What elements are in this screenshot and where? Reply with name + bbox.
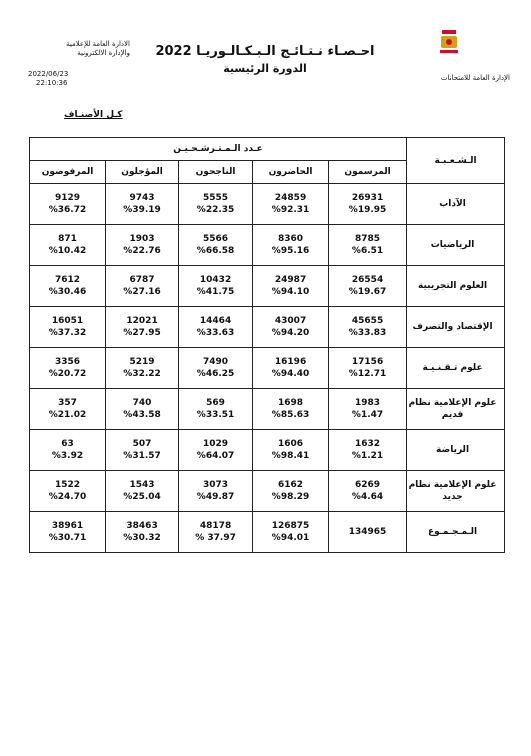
table-cell xyxy=(179,389,253,430)
table-cell xyxy=(30,348,106,389)
cell-percentage: %6.51 xyxy=(351,246,384,256)
all-categories-label: كـل الأصنـاف xyxy=(64,110,123,120)
table-header-row xyxy=(30,138,505,161)
table-cell xyxy=(30,471,106,512)
page-title: احـصـاء نـتـائـج الـبـكـالـوريـا 2022 xyxy=(155,44,375,59)
cell-count: 9129 xyxy=(54,193,81,203)
cell-percentage: %41.75 xyxy=(196,287,235,297)
table-cell xyxy=(179,225,253,266)
cell-count: 38961 xyxy=(51,521,84,531)
table-cell xyxy=(253,512,329,553)
table-cell xyxy=(253,266,329,307)
cell-count: 9743 xyxy=(129,193,155,203)
cell-count: 5219 xyxy=(129,357,155,367)
cell-count: 16196 xyxy=(274,357,307,367)
table-row xyxy=(30,184,505,225)
branch-name: الرياضة xyxy=(407,430,505,471)
table-cell xyxy=(30,225,106,266)
table-cell xyxy=(179,512,253,553)
cell-count: 3073 xyxy=(203,480,229,490)
table-cell xyxy=(329,430,407,471)
cell-count: 1522 xyxy=(54,480,81,490)
branch-name: الإقتصاد والتصرف xyxy=(407,307,505,348)
cell-percentage: %46.25 xyxy=(196,369,235,379)
cell-percentage: %22.76 xyxy=(123,246,161,256)
cell-count: 871 xyxy=(58,234,77,244)
table-cell xyxy=(253,225,329,266)
table-cell xyxy=(329,266,407,307)
cell-percentage: %36.72 xyxy=(48,205,87,215)
table-row xyxy=(30,389,505,430)
table-cell xyxy=(106,266,179,307)
print-date: 2022/06/23 xyxy=(28,70,69,78)
table-cell xyxy=(329,389,407,430)
cell-percentage: %95.16 xyxy=(271,246,310,256)
cell-percentage: %94.20 xyxy=(271,328,310,338)
cell-count: 45655 xyxy=(351,316,384,326)
table-body xyxy=(30,184,505,553)
department-line-1: الادارة العامة للإعلامية xyxy=(66,40,130,48)
branch-name: الـمـجـمـوع xyxy=(407,512,505,553)
cell-count: 63 xyxy=(61,439,74,449)
cell-percentage: % 37.97 xyxy=(195,533,236,543)
table-cell xyxy=(106,225,179,266)
col-present: الحاضرون xyxy=(253,161,329,184)
table-row xyxy=(30,430,505,471)
cell-percentage: %30.71 xyxy=(48,533,87,543)
issuing-department xyxy=(20,40,130,58)
table-cell xyxy=(30,266,106,307)
table-row xyxy=(30,471,505,512)
cell-percentage: %19.95 xyxy=(348,205,387,215)
cell-percentage: %49.87 xyxy=(196,492,235,502)
cell-count: 1903 xyxy=(129,234,155,244)
cell-percentage: %4.64 xyxy=(351,492,384,502)
table-cell xyxy=(106,430,179,471)
branch-name: علوم الإعلامية نظام قديم xyxy=(407,389,505,430)
cell-count: 1983 xyxy=(355,398,381,408)
cell-percentage: %31.57 xyxy=(123,451,161,461)
branch-header: الـشـعـبـة xyxy=(407,138,505,184)
cell-count: 6269 xyxy=(355,480,381,490)
table-cell xyxy=(329,184,407,225)
cell-count: 38463 xyxy=(126,521,158,531)
cell-percentage: %33.51 xyxy=(196,410,235,420)
cell-percentage: %94.01 xyxy=(271,533,310,543)
table-cell xyxy=(253,307,329,348)
cell-count: 43007 xyxy=(274,316,307,326)
table-cell xyxy=(106,184,179,225)
cell-percentage: %3.92 xyxy=(51,451,84,461)
table-row xyxy=(30,307,505,348)
col-passed: الناجحون xyxy=(179,161,253,184)
ministry-logo-icon xyxy=(436,28,462,58)
print-time: 22:10:36 xyxy=(36,79,68,87)
cell-count: 8785 xyxy=(355,234,381,244)
table-cell xyxy=(106,512,179,553)
cell-percentage: %94.10 xyxy=(271,287,310,297)
col-registered: المرسمون xyxy=(329,161,407,184)
cell-percentage: %30.46 xyxy=(48,287,87,297)
cell-count: 1632 xyxy=(355,439,381,449)
cell-percentage: %92.31 xyxy=(271,205,310,215)
cell-count: 1543 xyxy=(129,480,155,490)
table-row xyxy=(30,348,505,389)
cell-count: 3356 xyxy=(54,357,81,367)
cell-percentage: %33.83 xyxy=(348,328,387,338)
cell-count: 8360 xyxy=(278,234,304,244)
cell-percentage: %37.32 xyxy=(48,328,87,338)
department-line-2: والإدارة الالكترونية xyxy=(77,49,130,57)
table-cell xyxy=(329,471,407,512)
cell-count: 1698 xyxy=(278,398,304,408)
cell-count: 134965 xyxy=(348,527,387,537)
table-cell xyxy=(106,348,179,389)
cell-percentage: %66.58 xyxy=(196,246,235,256)
table-cell xyxy=(30,512,106,553)
table-cell xyxy=(329,512,407,553)
table-cell xyxy=(253,348,329,389)
candidates-group-header: عـدد الـمـتـرشـحـيـن xyxy=(30,138,407,161)
table-row xyxy=(30,225,505,266)
table-cell xyxy=(179,471,253,512)
cell-count: 6787 xyxy=(129,275,155,285)
branch-name: الآداب xyxy=(407,184,505,225)
cell-count: 26931 xyxy=(351,193,384,203)
table-cell xyxy=(253,184,329,225)
cell-percentage: %12.71 xyxy=(348,369,387,379)
cell-percentage: %21.02 xyxy=(48,410,87,420)
table-cell xyxy=(30,430,106,471)
cell-count: 48178 xyxy=(199,521,232,531)
cell-count: 1606 xyxy=(278,439,304,449)
cell-percentage: %98.41 xyxy=(271,451,310,461)
cell-count: 10432 xyxy=(199,275,232,285)
branch-name: الرياضيات xyxy=(407,225,505,266)
table-cell xyxy=(253,389,329,430)
cell-percentage: %22.35 xyxy=(196,205,235,215)
cell-count: 7612 xyxy=(54,275,81,285)
table-cell xyxy=(179,307,253,348)
table-cell xyxy=(329,225,407,266)
cell-percentage: %27.16 xyxy=(123,287,161,297)
table-cell xyxy=(179,430,253,471)
table-cell xyxy=(30,389,106,430)
cell-count: 740 xyxy=(132,398,152,408)
cell-percentage: %32.22 xyxy=(123,369,161,379)
cell-percentage: %25.04 xyxy=(123,492,161,502)
table-cell xyxy=(30,307,106,348)
page-subtitle: الدورة الرئيسية xyxy=(223,62,307,75)
cell-count: 26554 xyxy=(351,275,384,285)
cell-percentage: %64.07 xyxy=(196,451,235,461)
cell-percentage: %20.72 xyxy=(48,369,87,379)
cell-count: 5555 xyxy=(203,193,229,203)
table-cell xyxy=(106,307,179,348)
table-cell xyxy=(106,389,179,430)
cell-count: 569 xyxy=(206,398,225,408)
cell-percentage: %85.63 xyxy=(271,410,310,420)
cell-count: 357 xyxy=(58,398,77,408)
table-cell xyxy=(179,348,253,389)
table-cell xyxy=(30,184,106,225)
branch-name: علوم الإعلامية نظام جديد xyxy=(407,471,505,512)
cell-count: 12021 xyxy=(126,316,158,326)
cell-percentage: %30.32 xyxy=(123,533,161,543)
table-row xyxy=(30,512,505,553)
cell-count: 507 xyxy=(132,439,152,449)
branch-name: العلوم التجريبية xyxy=(407,266,505,307)
col-rejected: المرفوضون xyxy=(30,161,106,184)
cell-count: 7490 xyxy=(203,357,229,367)
cell-count: 126875 xyxy=(271,521,310,531)
cell-percentage: %33.63 xyxy=(196,328,235,338)
exams-department: الإدارة العامة للامتحانات xyxy=(440,74,510,82)
cell-percentage: %98.29 xyxy=(271,492,310,502)
cell-percentage: %1.21 xyxy=(351,451,384,461)
cell-percentage: %94.40 xyxy=(271,369,310,379)
cell-percentage: %43.58 xyxy=(123,410,161,420)
cell-percentage: %27.95 xyxy=(123,328,161,338)
cell-count: 1029 xyxy=(203,439,229,449)
cell-count: 16051 xyxy=(51,316,84,326)
table-cell xyxy=(179,184,253,225)
branch-name: علوم تـقـنـيـة xyxy=(407,348,505,389)
table-cell xyxy=(329,348,407,389)
cell-percentage: %39.19 xyxy=(123,205,161,215)
table-row xyxy=(30,266,505,307)
table-cell xyxy=(329,307,407,348)
cell-count: 6162 xyxy=(278,480,304,490)
cell-count: 24987 xyxy=(274,275,307,285)
cell-count: 17156 xyxy=(351,357,384,367)
table-cell xyxy=(106,471,179,512)
cell-count: 14464 xyxy=(199,316,232,326)
table-cell xyxy=(253,471,329,512)
cell-percentage: %1.47 xyxy=(351,410,384,420)
col-postponed: المؤجلون xyxy=(106,161,179,184)
print-timestamp xyxy=(28,70,68,88)
table-cell xyxy=(253,430,329,471)
results-table xyxy=(29,137,505,553)
table-cell xyxy=(179,266,253,307)
cell-count: 5566 xyxy=(203,234,229,244)
cell-percentage: %10.42 xyxy=(48,246,87,256)
cell-percentage: %24.70 xyxy=(48,492,87,502)
cell-count: 24859 xyxy=(274,193,307,203)
cell-percentage: %19.67 xyxy=(348,287,387,297)
